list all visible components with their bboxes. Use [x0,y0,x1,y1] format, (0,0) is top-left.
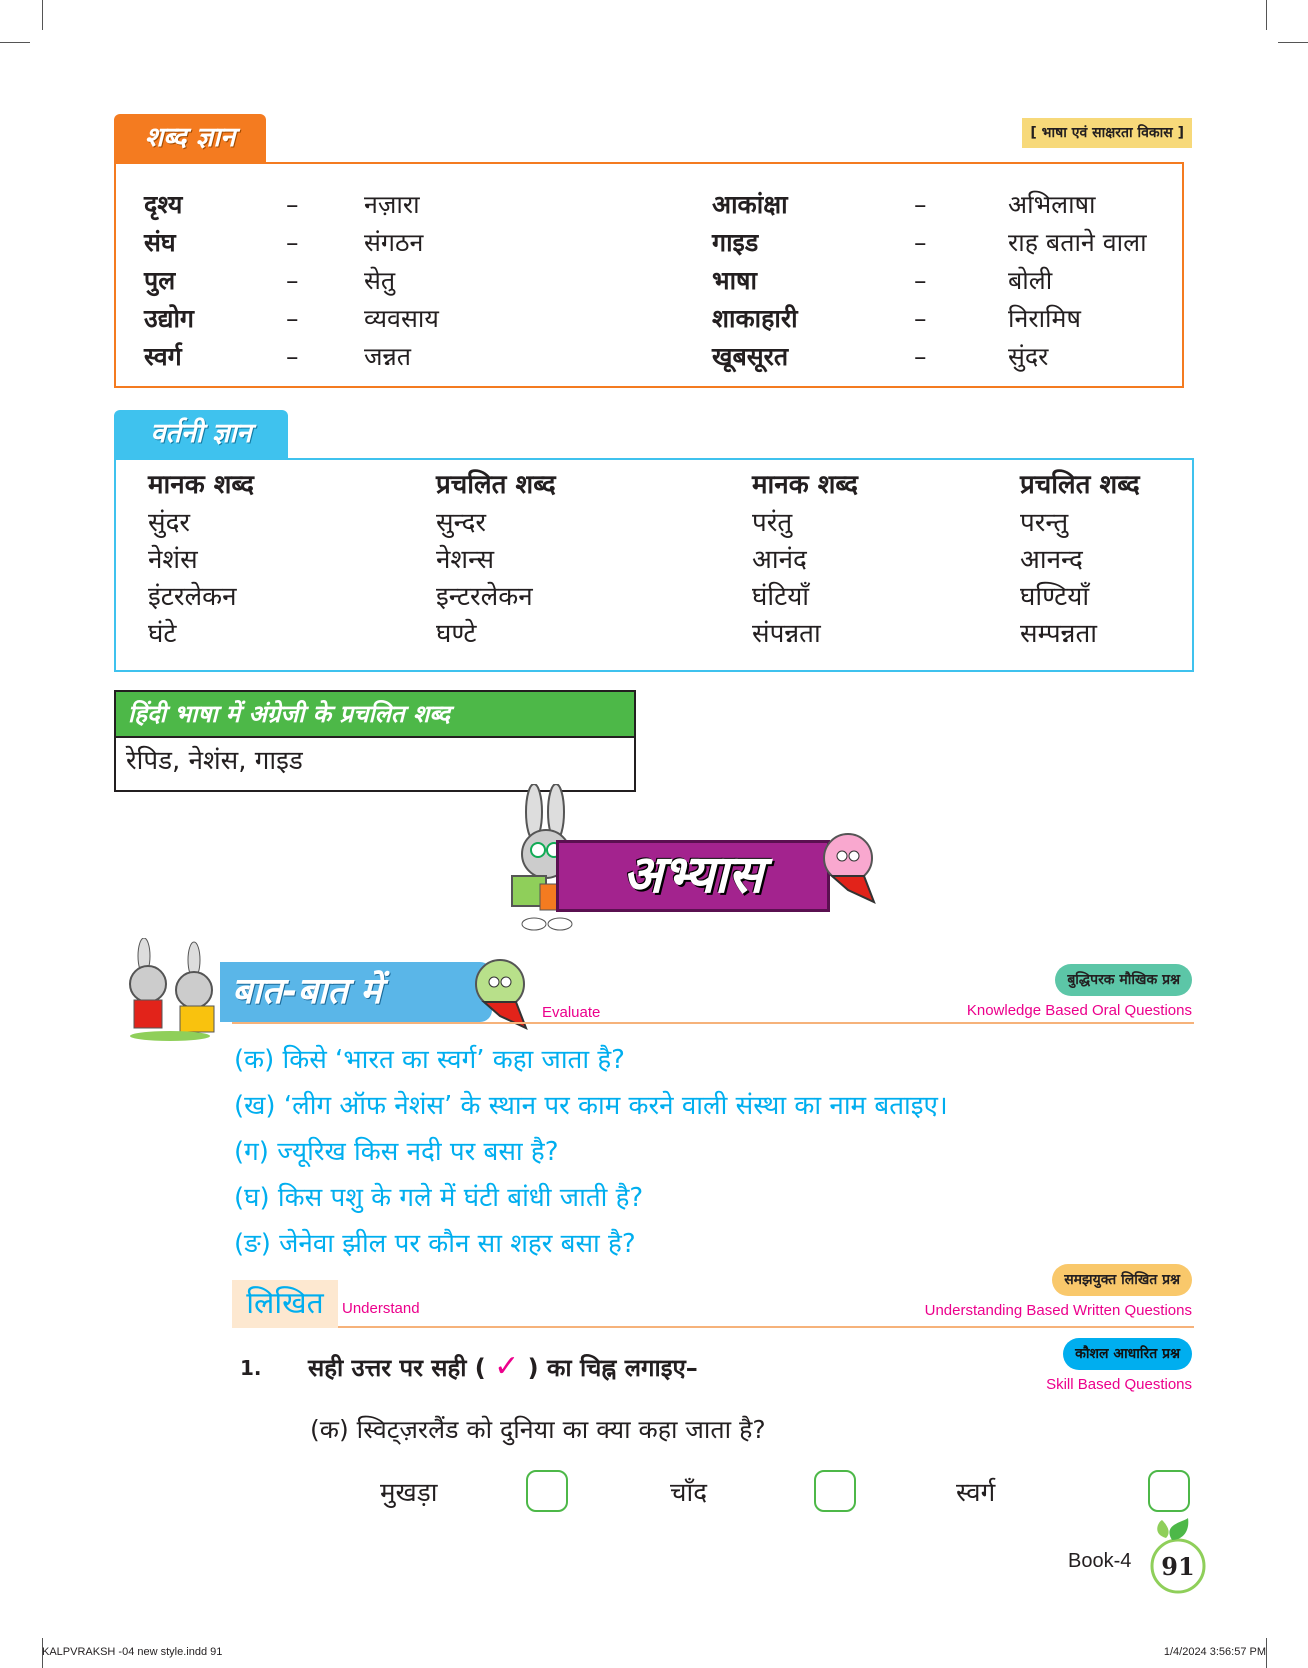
understand-label: Understand [342,1300,420,1317]
dash-separator: – [286,266,299,295]
vartani-cell: नेशंस [148,545,198,575]
shabd-word: दृश्य [144,190,183,219]
shabd-meaning: नज़ारा [364,190,420,219]
shabd-meaning: राह बताने वाला [1008,228,1147,257]
oral-question: (ङ) जेनेवा झील पर कौन सा शहर बसा है? [234,1229,636,1259]
page-number: 91 [1161,1552,1195,1581]
dash-separator: – [914,190,927,219]
vartani-cell: इंटरलेकन [148,582,237,612]
answer-checkbox[interactable] [1148,1470,1190,1512]
shabd-word: पुल [144,266,176,295]
shabd-meaning: निरामिष [1008,304,1081,333]
oral-questions-label: Knowledge Based Oral Questions [966,1002,1192,1019]
shabd-word: गाइड [712,228,759,257]
written-questions-badge: समझयुक्त लिखित प्रश्न [1052,1264,1192,1296]
dash-separator: – [914,342,927,371]
option-label: स्वर्ग [956,1478,996,1508]
answer-checkbox[interactable] [814,1470,856,1512]
section-badge: [ भाषा एवं साक्षरता विकास ] [1022,118,1192,148]
shabd-meaning: सेतु [364,266,396,295]
vartani-cell: नेशन्स [436,545,495,575]
crop-mark [0,42,30,43]
vartani-cell: सुन्दर [436,508,487,538]
shabd-word: संघ [144,228,176,257]
book-label: Book-4 [1068,1550,1132,1572]
evaluate-label: Evaluate [542,1004,601,1021]
shabd-word: भाषा [712,266,757,295]
footer-filename: KALPVRAKSH -04 new style.indd 91 [42,1646,223,1658]
baat-baat-banner: बात-बात में [220,962,492,1022]
shabd-word: उद्योग [144,304,195,333]
vartani-cell: घंटे [148,619,177,649]
vartani-cell: परन्तु [1020,508,1069,538]
vartani-cell: परंतु [752,508,793,538]
shabd-word: आकांक्षा [712,190,788,219]
written-questions-label: Understanding Based Written Questions [924,1302,1192,1319]
sub-question: (क) स्विट्ज़रलैंड को दुनिया का क्या कहा जाता है? [310,1415,766,1444]
vartani-column-header: मानक शब्द [148,470,254,500]
vartani-gyan-box [114,458,1194,672]
section-rule [338,1326,1194,1328]
vartani-column-header: प्रचलित शब्द [1020,470,1140,500]
rabbits-playing-icon [110,938,226,1042]
vartani-cell: संपन्नता [752,619,821,649]
vartani-cell: घंटियाँ [752,582,810,612]
oral-question: (ख) ‘लीग ऑफ नेशंस’ के स्थान पर काम करने वाली संस्था का नाम बताइए। [234,1091,948,1121]
pencil-mascot-icon [470,956,540,1032]
skill-questions-badge: कौशल आधारित प्रश्न [1063,1338,1192,1370]
shabd-meaning: जन्नत [364,342,412,371]
likhit-title: लिखित [232,1280,338,1328]
dash-separator: – [286,304,299,333]
vartani-column-header: मानक शब्द [752,470,858,500]
vartani-cell: घण्टियाँ [1020,582,1090,612]
english-words-title: हिंदी भाषा में अंग्रेजी के प्रचलित शब्द [114,690,636,738]
vartani-cell: सम्पन्नता [1020,619,1098,649]
shabd-word: स्वर्ग [144,342,182,371]
vartani-cell: सुंदर [148,508,191,538]
vartani-gyan-title: वर्तनी ज्ञान [114,410,288,458]
dash-separator: – [286,190,299,219]
crop-mark [1266,0,1267,30]
oral-question: (घ) किस पशु के गले में घंटी बांधी जाती है? [234,1183,644,1213]
shabd-meaning: अभिलाषा [1008,190,1096,219]
dash-separator: – [914,266,927,295]
shabd-gyan-title: शब्द ज्ञान [114,114,266,162]
dash-separator: – [286,342,299,371]
vartani-column-header: प्रचलित शब्द [436,470,556,500]
english-words-list: रेपिड, नेशंस, गाइड [114,736,636,792]
vartani-cell: आनन्द [1020,545,1083,575]
skill-questions-label: Skill Based Questions [1046,1376,1192,1393]
vartani-cell: घण्टे [436,619,477,649]
shabd-meaning: सुंदर [1008,342,1049,371]
shabd-word: शाकाहारी [712,304,798,333]
shabd-gyan-box [114,162,1184,388]
shabd-meaning: व्यवसाय [364,304,439,333]
vartani-cell: आनंद [752,545,807,575]
question-number: 1. [240,1356,262,1380]
abhyas-banner: अभ्यास [556,840,830,912]
crop-mark [1278,42,1308,43]
vartani-cell: इन्टरलेकन [436,582,533,612]
section-rule [232,1022,1194,1024]
crop-mark [1266,1638,1267,1668]
answer-checkbox[interactable] [526,1470,568,1512]
option-label: चाँद [670,1478,708,1508]
oral-questions-badge: बुद्धिपरक मौखिक प्रश्न [1055,964,1192,996]
shabd-meaning: संगठन [364,228,424,257]
footer-timestamp: 1/4/2024 3:56:57 PM [1163,1646,1266,1658]
pencil-mascot-icon [818,828,888,908]
dash-separator: – [286,228,299,257]
shabd-meaning: बोली [1008,266,1053,295]
tick-icon: ✓ [494,1349,520,1384]
crop-mark [42,0,43,30]
question-instruction: सही उत्तर पर सही ( ✓ ) का चिह्न लगाइए– [308,1349,698,1384]
shabd-word: खूबसूरत [712,342,789,371]
dash-separator: – [914,304,927,333]
oral-question: (ग) ज्यूरिख किस नदी पर बसा है? [234,1137,559,1167]
option-label: मुखड़ा [380,1478,438,1508]
oral-question: (क) किसे ‘भारत का स्वर्ग’ कहा जाता है? [234,1045,625,1075]
dash-separator: – [914,228,927,257]
